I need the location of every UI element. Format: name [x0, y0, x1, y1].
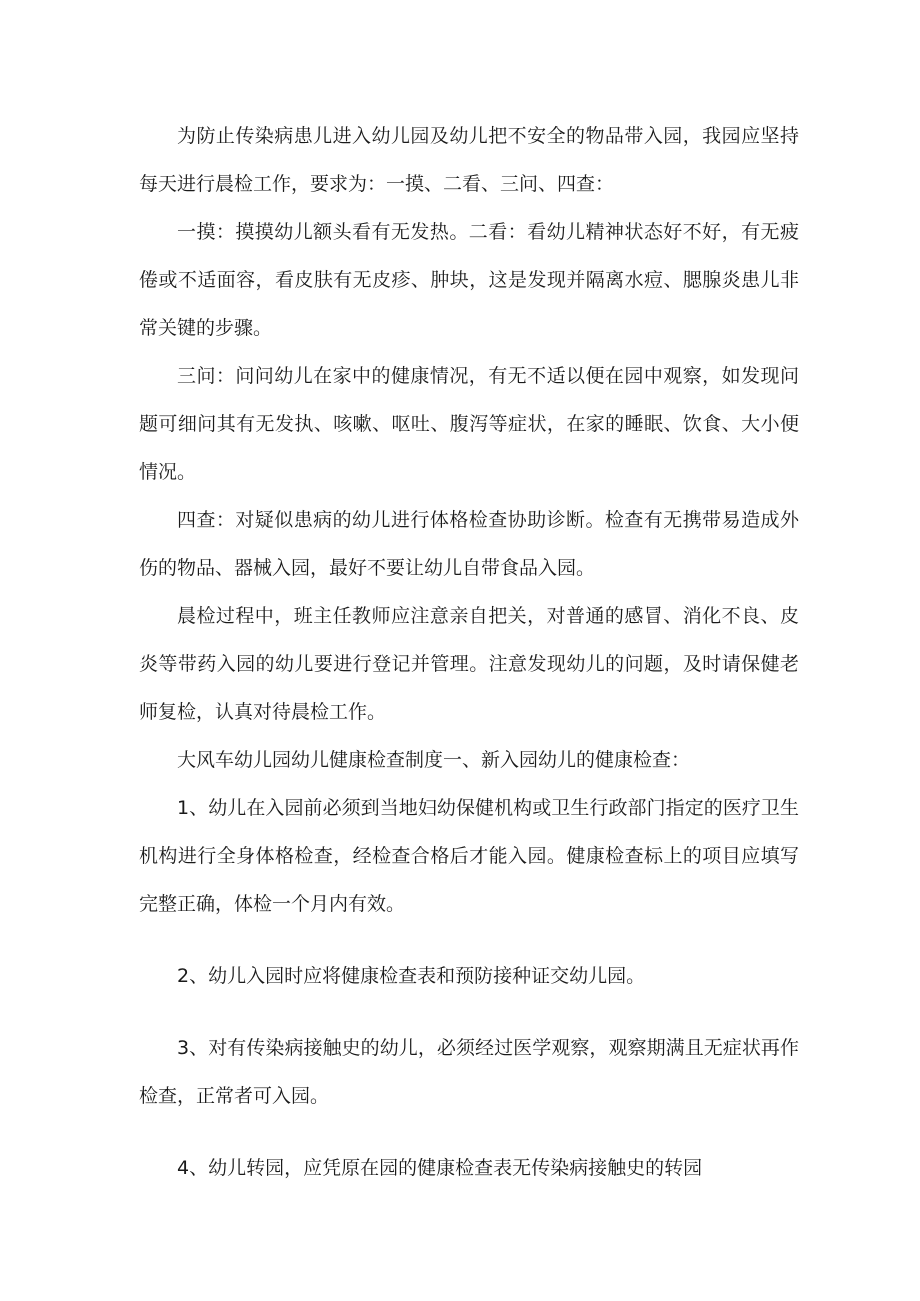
- paragraph-item-4: 4、幼儿转园，应凭原在园的健康检查表无传染病接触史的转园: [177, 1157, 703, 1179]
- paragraph-health-system-title: 大风车幼儿园幼儿健康检查制度一、新入园幼儿的健康检查：: [177, 749, 691, 771]
- paragraph-item-3: 3、对有传染病接触史的幼儿，必须经过医学观察，观察期满且无症状再作检查，正常者可入园。: [139, 1037, 799, 1107]
- paragraph-teacher-duty: 晨检过程中，班主任教师应注意亲自把关，对普通的感冒、消化不良、皮炎等带药入园的幼儿要进行登记并管理。注意发现幼儿的问题，及时请保健老师复检，认真对待晨检工作。: [139, 605, 799, 723]
- paragraph-ask: 三问：问问幼儿在家中的健康情况，有无不适以便在园中观察，如发现问题可细问其有无发执、咳嗽、呕吐、腹泻等症状，在家的睡眠、饮食、大小便情况。: [139, 365, 799, 483]
- paragraph-touch-look: 一摸：摸摸幼儿额头看有无发热。二看：看幼儿精神状态好不好，有无疲倦或不适面容，看皮肤有无皮疹、肿块，这是发现并隔离水痘、腮腺炎患儿非常关键的步骤。: [139, 221, 799, 339]
- paragraph-morning-check-intro: 为防止传染病患儿进入幼儿园及幼儿把不安全的物品带入园，我园应坚持每天进行晨检工作，要求为：一摸、二看、三问、四查：: [139, 125, 799, 195]
- paragraph-item-1: 1、幼儿在入园前必须到当地妇幼保健机构或卫生行政部门指定的医疗卫生机构进行全身体格检查，经检查合格后才能入园。健康检查标上的项目应填写完整正确，体检一个月内有效。: [139, 797, 799, 915]
- paragraph-item-2: 2、幼儿入园时应将健康检查表和预防接种证交幼儿园。: [177, 965, 646, 987]
- paragraph-check: 四查：对疑似患病的幼儿进行体格检查协助诊断。检查有无携带易造成外伤的物品、器械入园，最好不要让幼儿自带食品入园。: [139, 509, 799, 579]
- document-body: [139, 112, 799, 1192]
